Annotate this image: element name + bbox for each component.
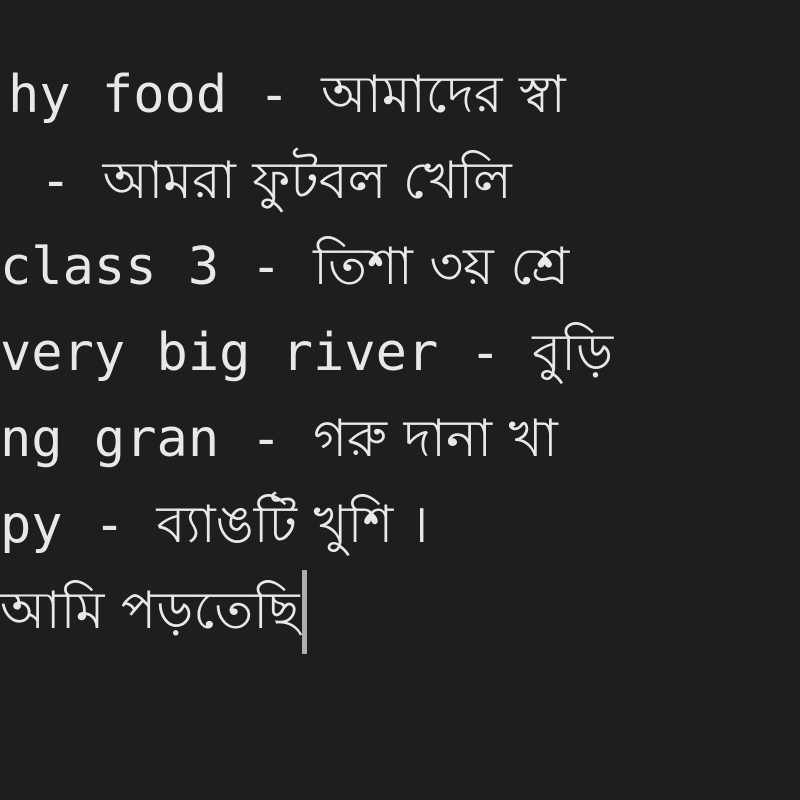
editor-line-4[interactable] [0,310,800,396]
editor-line-3[interactable] [0,224,800,310]
editor-line-1[interactable] [0,52,800,138]
line-text-bengali: ব্যাঙটি খুশি । [156,495,429,555]
line-text-english: - [40,151,103,211]
line-text-english: class 3 - [0,237,314,297]
editor-lines [0,52,800,654]
line-text-bengali: বুড়ি [532,323,614,383]
line-text-bengali: আমাদের স্বা [321,65,566,125]
editor-line-2[interactable] [0,138,800,224]
line-text-bengali: তিশা ৩য় শ্রে [313,237,570,297]
line-text-english: py - [0,495,157,555]
line-text-english: ng gran - [0,409,314,469]
editor-line-6[interactable] [0,482,800,568]
line-text-bengali: আমি পড়তেছি [0,581,300,641]
line-text-bengali: আমরা ফুটবল খেলি [102,151,512,211]
line-text-english: hy food - [8,65,322,125]
editor-line-7[interactable] [0,568,800,654]
line-text-english: very big river - [0,323,533,383]
line-text-bengali: গরু দানা খা [313,409,558,469]
editor-line-5[interactable] [0,396,800,482]
text-cursor [302,570,307,654]
